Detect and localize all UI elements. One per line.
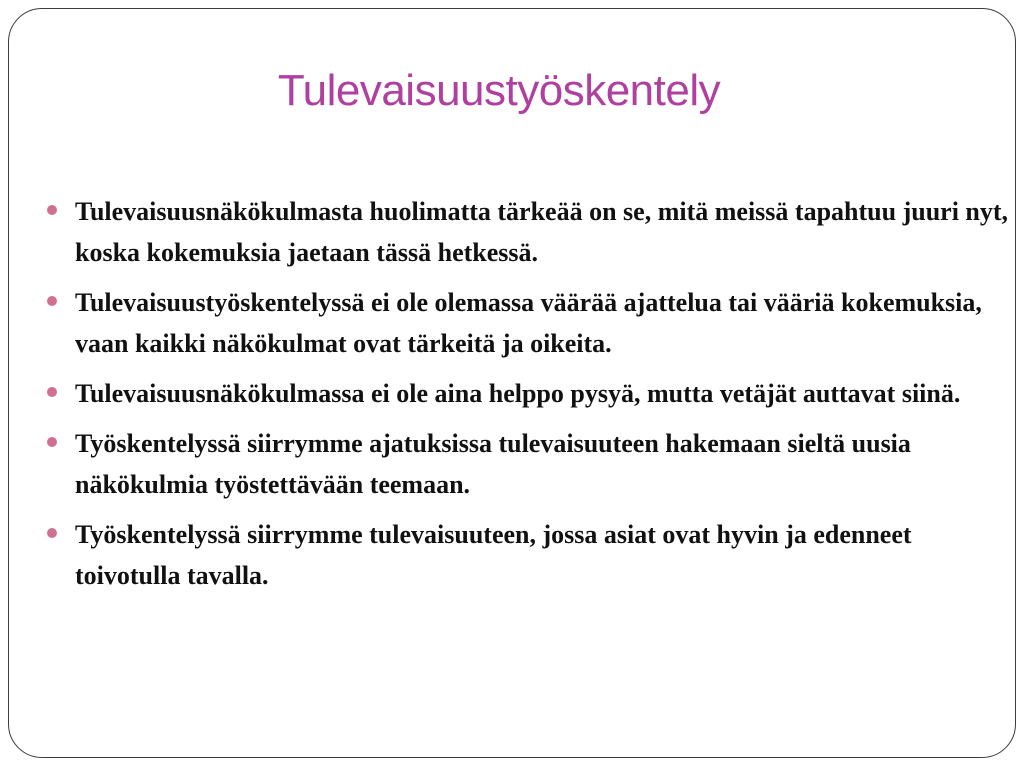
bullet-item-2 [47,282,1009,364]
bullet-marker-icon [47,296,57,306]
bullet-text: Työskentelyssä siirrymme tulevaisuuteen, jossa asiat ovat hyvin ja edenneet toivotulla tavalla. [75,520,912,590]
bullet-marker-icon [47,205,57,215]
bullet-text: Tulevaisuustyöskentelyssä ei ole olemassa väärää ajattelua tai vääriä kokemuksia, vaan kaikki näkökulmat ovat tärkeitä ja oikeita. [75,288,982,358]
bullet-list [47,191,1009,605]
bullet-marker-icon [47,437,57,447]
bullet-marker-icon [47,528,57,538]
bullet-text: Työskentelyssä siirrymme ajatuksissa tulevaisuuteen hakemaan sieltä uusia näkökulmia työstettävään teemaan. [75,429,911,499]
bullet-item-5 [47,514,1009,596]
bullet-text: Tulevaisuusnäkökulmassa ei ole aina helppo pysyä, mutta vetäjät auttavat siinä. [75,379,961,408]
bullet-text: Tulevaisuusnäkökulmasta huolimatta tärkeää on se, mitä meissä tapahtuu juuri nyt, koska kokemuksia jaetaan tässä hetkessä. [75,197,1009,267]
bullet-item-1 [47,191,1009,273]
slide-title: Tulevaisuustyöskentely [277,66,721,115]
bullet-marker-icon [47,387,57,397]
bullet-item-3 [47,373,1009,414]
slide-frame [8,8,1016,758]
bullet-item-4 [47,423,1009,505]
